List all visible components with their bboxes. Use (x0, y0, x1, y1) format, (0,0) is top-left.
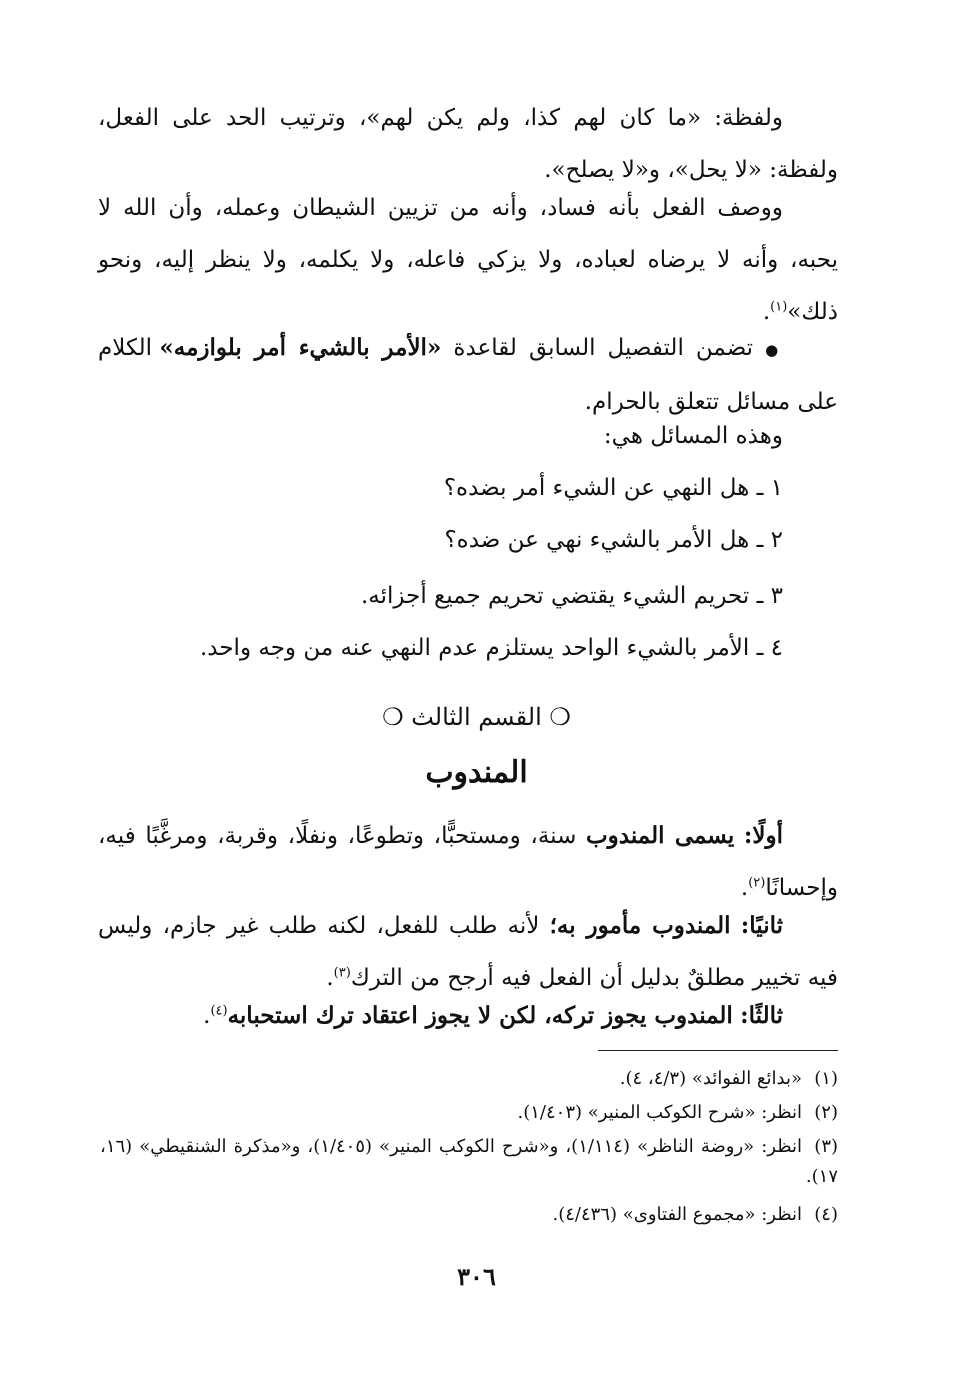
footnote-text: انظر: «روضة الناظر» (١/١١٤)، و«شرح الكوكب المنير» (١/٤٠٥)، و«مذكرة الشنقيطي» (١٦، ١٧). (100, 1136, 838, 1187)
circle-icon: ❍ (549, 703, 571, 731)
point-first: أولًا: يسمى المندوب سنة، ومستحبًّا، وتطوعًا، ونفلًا، وقربة، ومرغَّبًا فيه، وإحسانًا$^{(٢)}$. (98, 822, 838, 901)
footnote-4 (100, 1200, 838, 1230)
page-number: ٣٠٦ (457, 1262, 496, 1291)
footnote-ref-3[interactable]: (٣) (333, 965, 351, 981)
point-second: ثانيًا: المندوب مأمور به؛ لأنه طلب للفعل، لكنه طلب غير جازم، وليس فيه تخيير مطلقٌ بدليل أن الفعل فيه أرجح من الترك$^{(٣)}$. (98, 912, 838, 991)
footnote-number: (١) (814, 1068, 838, 1089)
list-intro: وهذه المسائل هي: (603, 423, 783, 449)
footnote-3 (100, 1132, 838, 1192)
list-item-3: ٣ ـ تحريم الشيء يقتضي تحريم جميع أجزائه. (361, 583, 783, 609)
circle-icon: ❍ (382, 703, 404, 731)
section-heading (0, 703, 953, 731)
paragraph-1 (98, 92, 838, 196)
bullet-paragraph: ● تضمن التفصيل السابق لقاعدة «الأمر بالشيء أمر بلوازمه» الكلام على مسائل تتعلق بالحرام. (98, 334, 838, 415)
paragraph-2: ووصف الفعل بأنه فساد، وأنه من تزيين الشيطان وعمله، وأن الله لا يحبه، وأنه لا يرضاه لعباده، ولا يزكي فاعله، ولا يكلمه، ولا ينظر إليه، ونحو ذلك»$^{(١)}$. (98, 195, 838, 325)
footnote-number: (٤) (814, 1204, 838, 1225)
footnote-number: (٣) (814, 1136, 839, 1157)
footnote-text: «بدائع الفوائد» (٤/٣، ٤). (619, 1068, 802, 1089)
footnote-text: انظر: «شرح الكوكب المنير» (١/٤٠٣). (517, 1102, 802, 1123)
footnote-text: انظر: «مجموع الفتاوى» (٤/٤٣٦). (552, 1204, 802, 1225)
point-third: ثالثًا: المندوب يجوز تركه، لكن لا يجوز اعتقاد ترك استحبابه$^{(٤)}$. (203, 1002, 783, 1029)
list-item-2: ٢ ـ هل الأمر بالشيء نهي عن ضده؟ (444, 527, 783, 553)
footnote-ref-1[interactable]: (١) (770, 299, 788, 315)
rule-name: «الأمر بالشيء أمر بلوازمه» (159, 334, 442, 361)
bullet-icon: ● (765, 341, 783, 359)
paragraph-2-text: ووصف الفعل بأنه فساد، وأنه من تزيين الشيطان وعمله، وأن الله لا يحبه، وأنه لا يرضاه لعباده، ولا يزكي فاعله، ولا يكلمه، ولا ينظر إليه، ونحو ذلك» (98, 195, 838, 325)
list-item-4: ٤ ـ الأمر بالشيء الواحد يستلزم عدم النهي عنه من وجه واحد. (199, 635, 783, 661)
section-label: القسم الثالث (411, 703, 542, 731)
footnote-ref-4[interactable]: (٤) (210, 1003, 228, 1019)
footnote-ref-2[interactable]: (٢) (748, 875, 766, 891)
footnote-1 (100, 1064, 838, 1094)
list-item-1: ١ ـ هل النهي عن الشيء أمر بضده؟ (443, 475, 783, 501)
footnote-2 (100, 1098, 838, 1128)
footnote-divider (598, 1050, 838, 1051)
paragraph-1-text: ولفظة: «ما كان لهم كذا، ولم يكن لهم»، وترتيب الحد على الفعل، ولفظة: «لا يحل»، و«لا يصلح». (98, 105, 838, 183)
page-title: المندوب (425, 755, 528, 790)
footnote-number: (٢) (814, 1102, 838, 1123)
